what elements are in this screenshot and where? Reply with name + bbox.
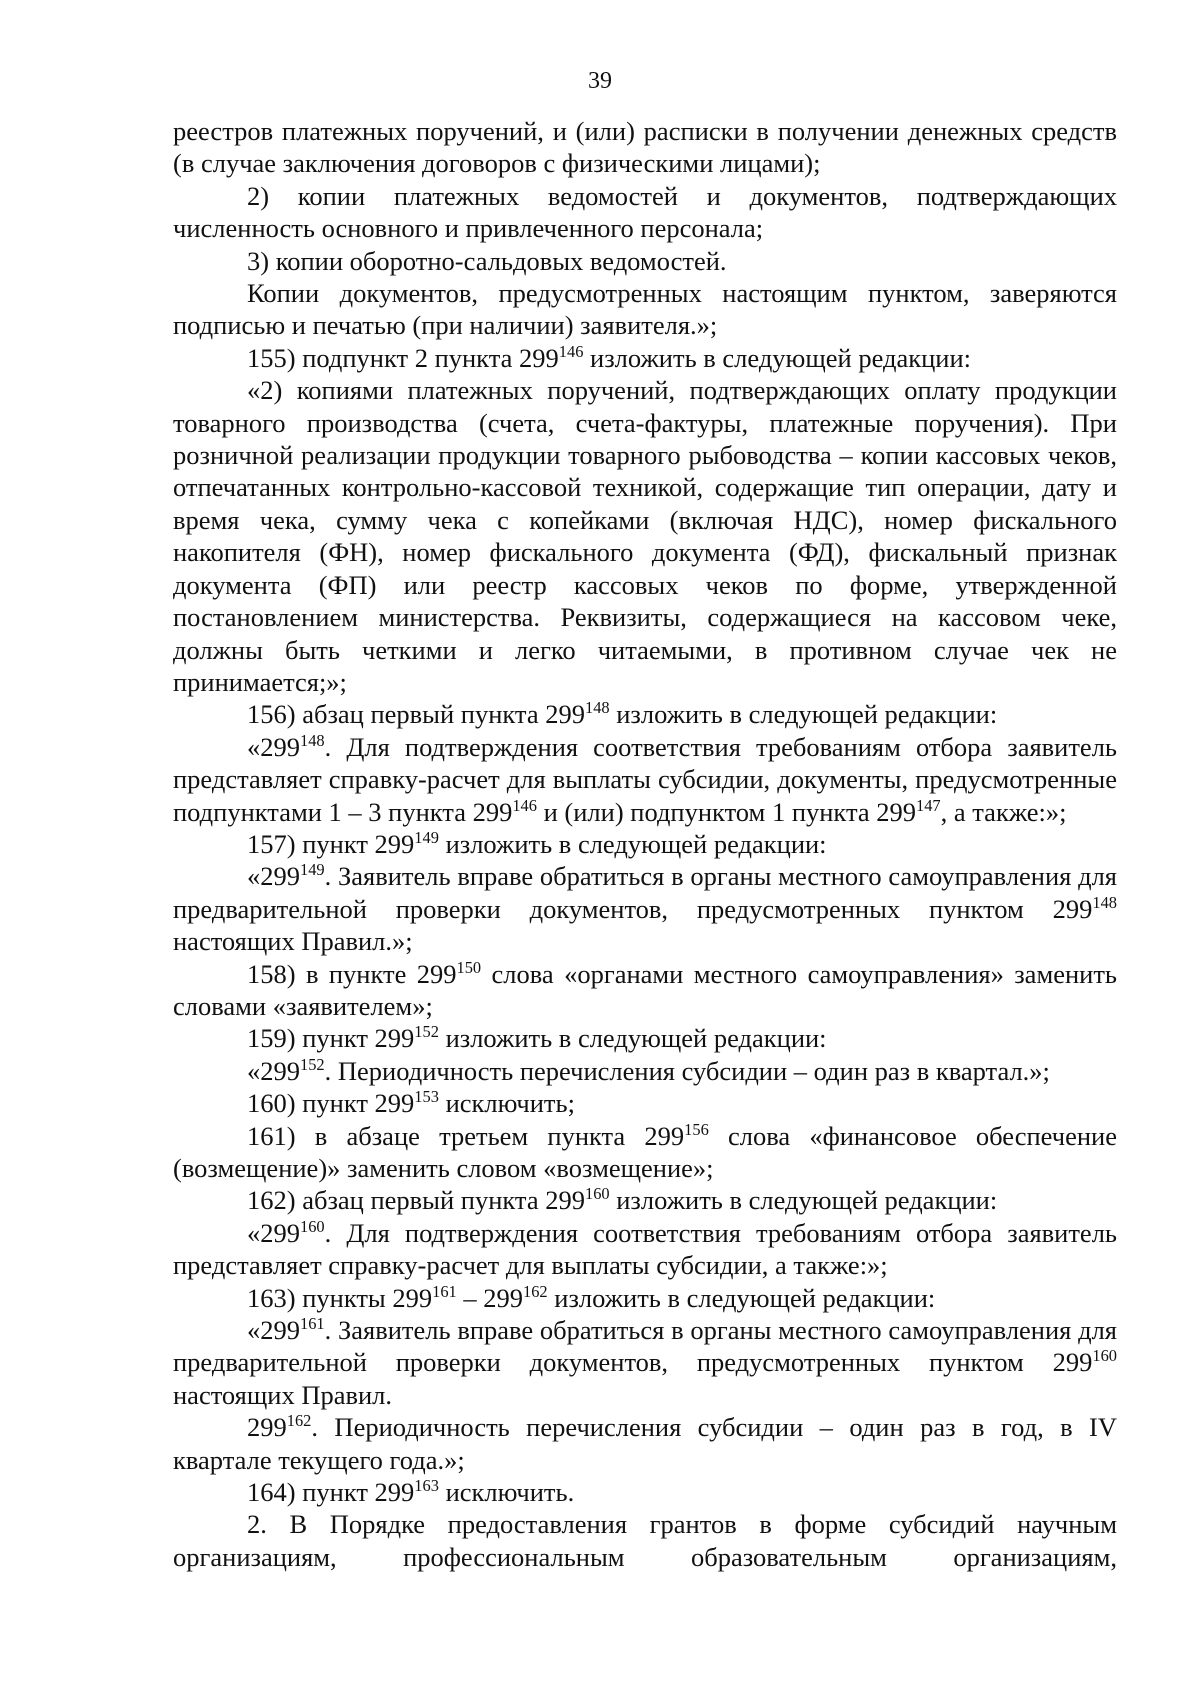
paragraph	[173, 1022, 1117, 1054]
superscript-index: 148	[300, 730, 325, 750]
text-segment: Копии документов, предусмотренных настоящим пунктом, заверяются подписью и печатью (при наличии) заявителя.»;	[173, 278, 1117, 341]
text-segment: «299	[247, 1315, 300, 1346]
text-segment: изложить в следующей редакции:	[438, 828, 827, 859]
superscript-index: 162	[286, 1411, 312, 1431]
superscript-index: 149	[300, 860, 325, 880]
superscript-index: 147	[916, 795, 941, 815]
superscript-index: 162	[523, 1281, 548, 1301]
text-segment: изложить в следующей редакции:	[609, 1185, 998, 1216]
text-segment: 161) в абзаце третьем пункта 299	[247, 1120, 685, 1151]
superscript-index: 160	[300, 1216, 325, 1236]
paragraph	[173, 1476, 1117, 1508]
superscript-index: 146	[512, 795, 537, 815]
page-number: 39	[588, 68, 612, 94]
superscript-index: 163	[414, 1476, 439, 1496]
text-segment: 156) абзац первый пункта 299	[247, 699, 585, 730]
superscript-index: 148	[584, 698, 610, 718]
text-segment: 163) пункты 299	[247, 1282, 433, 1313]
text-segment: и (или) подпунктом 1 пункта 299	[536, 796, 916, 827]
superscript-index: 149	[414, 828, 439, 848]
superscript-index: 152	[414, 1022, 439, 1042]
text-segment: 162) абзац первый пункта 299	[247, 1185, 585, 1216]
text-segment: исключить;	[438, 1088, 575, 1119]
text-segment: 2) копии платежных ведомостей и документов, подтверждающих численность основного и привлеченного персонала;	[173, 180, 1117, 244]
paragraph	[173, 1055, 1117, 1087]
text-segment: . Заявитель вправе обратиться в органы местного самоуправления для предварительной проверки документов, предусмотренных пунктом 299	[173, 1315, 1117, 1378]
text-segment: изложить в следующей редакции:	[609, 699, 998, 730]
text-segment: – 299	[456, 1282, 523, 1313]
superscript-index: 161	[432, 1281, 457, 1301]
text-segment: , а также:»;	[940, 796, 1067, 827]
text-segment: 160) пункт 299	[247, 1088, 415, 1119]
text-segment: 299	[247, 1412, 287, 1443]
superscript-index: 146	[558, 342, 584, 361]
text-segment: . Периодичность перечисления субсидии – один раз в квартал.»;	[324, 1055, 1050, 1086]
paragraph	[173, 828, 1117, 860]
paragraph	[173, 1508, 1117, 1573]
text-segment: 155) подпункт 2 пункта 299	[247, 342, 559, 373]
paragraph	[173, 115, 1117, 180]
text-segment: «299	[247, 861, 300, 892]
superscript-index: 153	[414, 1087, 439, 1107]
paragraph	[173, 1217, 1117, 1282]
text-segment: 158) в пункте 299	[247, 958, 457, 989]
text-segment: . Для подтверждения соответствия требованиям отбора заявитель представляет справку-расчет для выплаты субсидии, документы, предусмотренные подпунктами 1 – 3 пункта 299	[173, 731, 1117, 827]
text-segment: 157) пункт 299	[247, 828, 415, 859]
superscript-index: 152	[300, 1054, 325, 1074]
text-segment: «299	[247, 1217, 300, 1248]
document-body	[173, 115, 1117, 1573]
paragraph	[173, 698, 1117, 730]
paragraph	[173, 731, 1117, 828]
paragraph	[173, 1120, 1117, 1185]
paragraph	[173, 1282, 1117, 1314]
paragraph	[173, 1411, 1117, 1476]
paragraph	[173, 277, 1117, 342]
text-segment: . Периодичность перечисления субсидии – один раз в год, в IV квартале текущего года.»;	[173, 1412, 1117, 1475]
text-segment: «2) копиями платежных поручений, подтверждающих оплату продукции товарного производства (счета, счета-фактуры, платежные поручения). При розничной реализации продукции товарного рыбоводства – копии кассовых чеков, отпечатанных контрольно-кассовой техникой, содержащие тип операции, дату и время чека, сумму чека с копейками (включая НДС), номер фискального накопителя (ФН), номер фискального документа (ФД), фискальный признак документа (ФП) или реестр кассовых чеков по форме, утвержденной постановлением министерства. Реквизиты, содержащиеся на кассовом чеке, должны быть четкими и легко читаемыми, в противном случае чек не принимается;»;	[173, 375, 1117, 697]
superscript-index: 156	[684, 1119, 709, 1139]
paragraph	[173, 374, 1117, 698]
text-segment: слова «финансовое обеспечение (возмещение)» заменить словом «возмещение»;	[173, 1120, 1117, 1183]
text-segment: 3) копии оборотно-сальдовых ведомостей.	[247, 245, 727, 276]
text-segment: изложить в следующей редакции:	[583, 342, 972, 373]
text-segment: реестров платежных поручений, и (или) расписки в получении денежных средств (в случае заключения договоров с физическими лицами);	[173, 116, 1117, 179]
text-segment: . Заявитель вправе обратиться в органы местного самоуправления для предварительной проверки документов, предусмотренных пунктом 299	[173, 861, 1117, 924]
text-segment: «299	[247, 731, 300, 762]
text-segment: исключить.	[438, 1477, 575, 1508]
superscript-index: 161	[300, 1314, 325, 1334]
text-segment: слова «органами местного самоуправления» заменить словами «заявителем»;	[173, 958, 1117, 1021]
paragraph	[173, 342, 1117, 374]
text-segment: настоящих Правил.»;	[173, 926, 413, 957]
paragraph	[173, 180, 1117, 245]
paragraph	[173, 1087, 1117, 1119]
superscript-index: 160	[584, 1184, 610, 1204]
superscript-index: 150	[456, 957, 482, 977]
superscript-index: 148	[1092, 892, 1117, 912]
paragraph	[173, 245, 1117, 277]
superscript-index: 160	[1092, 1346, 1117, 1366]
text-segment: настоящих Правил.	[173, 1379, 393, 1410]
paragraph	[173, 1184, 1117, 1216]
text-segment: изложить в следующей редакции:	[438, 1023, 827, 1054]
text-segment: «299	[247, 1055, 300, 1086]
paragraph	[173, 860, 1117, 957]
text-segment: 159) пункт 299	[247, 1023, 415, 1054]
paragraph	[173, 1314, 1117, 1411]
text-segment: 164) пункт 299	[247, 1477, 415, 1508]
paragraph	[173, 958, 1117, 1023]
text-segment: . Для подтверждения соответствия требованиям отбора заявитель представляет справку-расчет для выплаты субсидии, а также:»;	[173, 1217, 1117, 1281]
text-segment: 2. В Порядке предоставления грантов в форме субсидий научным организациям, профессиональным образовательным организациям,	[173, 1509, 1117, 1572]
text-segment: изложить в следующей редакции:	[547, 1282, 936, 1313]
